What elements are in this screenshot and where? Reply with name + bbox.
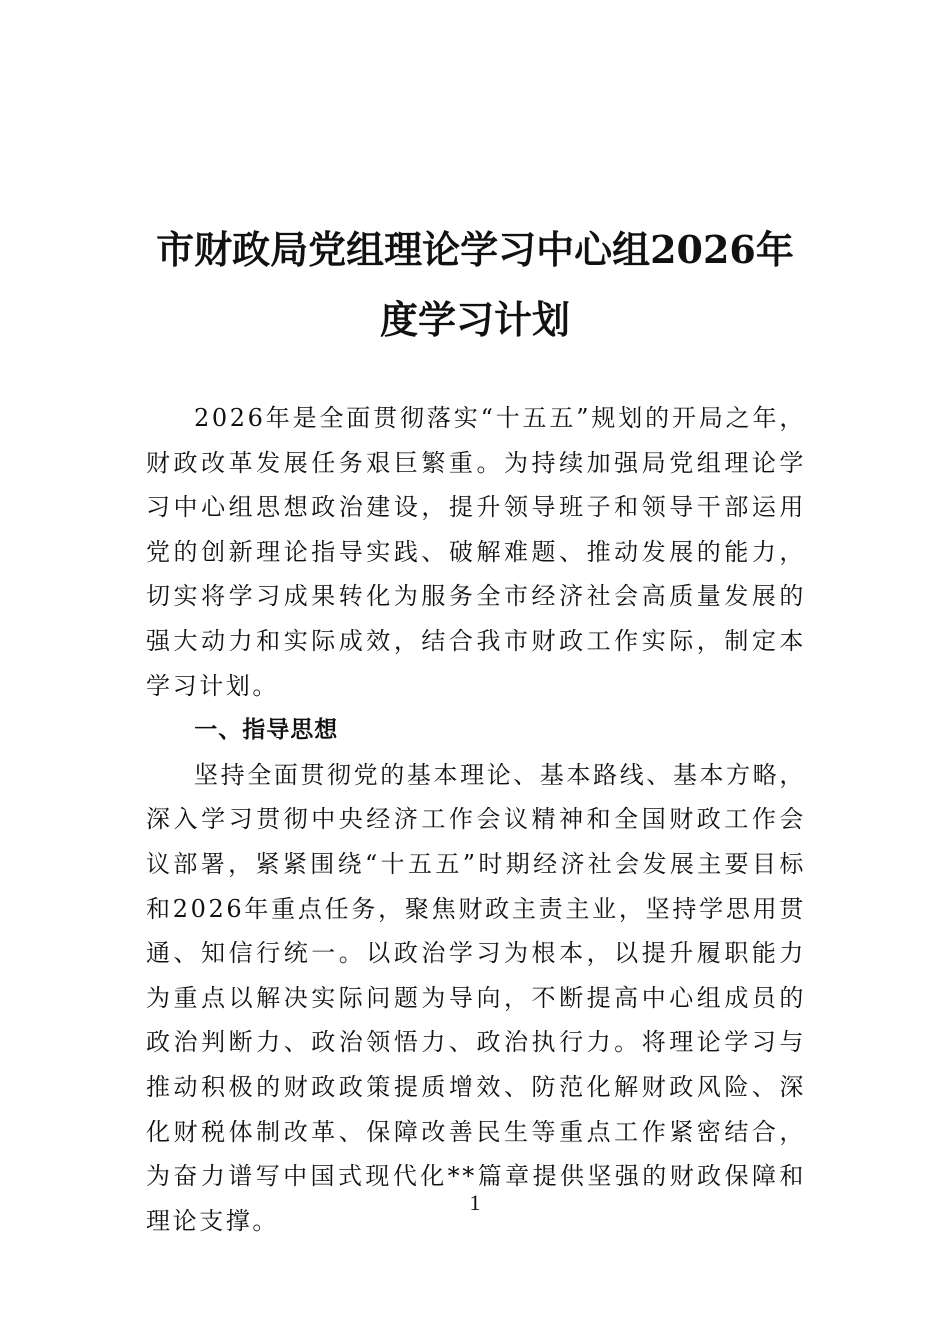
intro-paragraph: 2026年是全面贯彻落实“十五五”规划的开局之年，财政改革发展任务艰巨繁重。为持续加强局党组理论学习中心组思想政治建设，提升领导班子和领导干部运用党的创新理论指导实践、破解难题、推动发展的能力，切实将学习成果转化为服务全市经济社会高质量发展的强大动力和实际成效，结合我市财政工作实际，制定本学习计划。 bbox=[146, 404, 806, 700]
page-number: 1 bbox=[469, 1190, 481, 1215]
section-heading-guiding-thought: 一、指导思想 bbox=[194, 717, 339, 744]
guiding-thought-paragraph: 坚持全面贯彻党的基本理论、基本路线、基本方略，深入学习贯彻中央经济工作会议精神和全国财政工作会议部署，紧紧围绕“十五五”时期经济社会发展主要目标和2026年重点任务，聚焦财政主责主业，坚持学思用贯通、知信行统一。以政治学习为根本，以提升履职能力为重点以解决实际问题为导向，不断提高中心组成员的政治判断力、政治领悟力、政治执行力。将理论学习与推动积极的财政政策提质增效、防范化解财政风险、深化财税体制改革、保障改善民生等重点工作紧密结合，为奋力谱写中国式现代化**篇章提供坚强的财政保障和理论支撑。 bbox=[146, 760, 806, 1235]
document-title: 市财政局党组理论学习中心组2026年度学习计划 bbox=[156, 227, 794, 343]
document-body bbox=[146, 396, 806, 1243]
